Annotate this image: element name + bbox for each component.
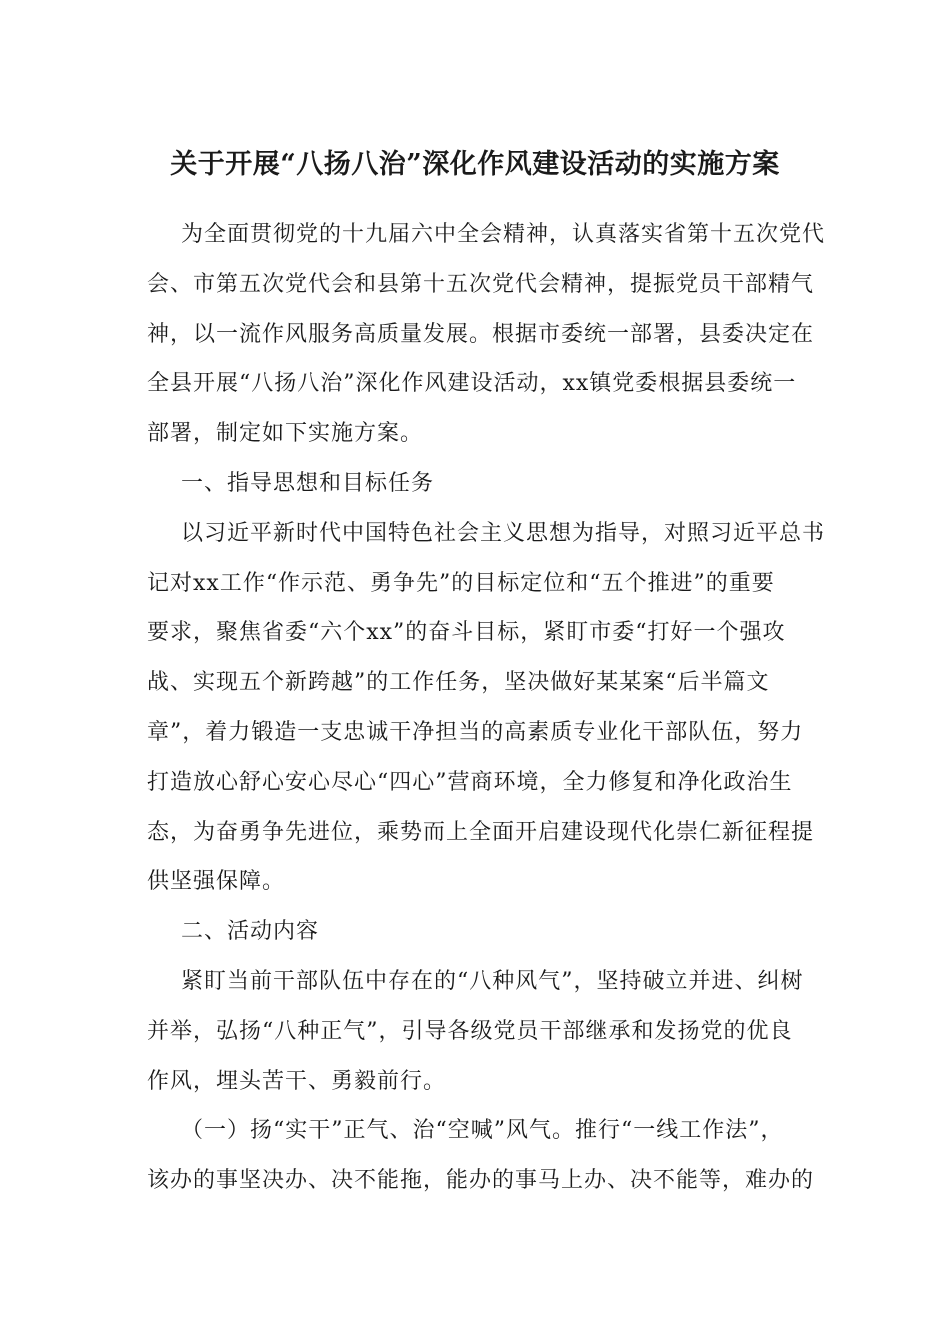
text-line: 打造放心舒心安心尽心“四心”营商环境，全力修复和净化政治生	[147, 769, 793, 795]
text-line: 会、市第五次党代会和县第十五次党代会精神，提振党员干部精气	[147, 271, 815, 297]
text-line: 并举，弘扬“八种正气”，引导各级党员干部继承和发扬党的优良	[147, 1018, 793, 1044]
text-line: 要求，聚焦省委“六个xx”的奋斗目标，紧盯市委“打好一个强攻	[147, 620, 786, 646]
text-line: 作风，埋头苦干、勇毅前行。	[147, 1068, 447, 1094]
text-line: 神，以一流作风服务高质量发展。根据市委统一部署，县委决定在	[147, 321, 815, 347]
text-line: 战、实现五个新跨越”的工作任务，坚决做好某某案“后半篇文	[147, 670, 770, 696]
text-line: 该办的事坚决办、决不能拖，能办的事马上办、决不能等，难办的	[147, 1168, 815, 1194]
text-line: 供坚强保障。	[147, 869, 286, 895]
text-line: 紧盯当前干部队伍中存在的“八种风气”，坚持破立并进、纠树	[181, 968, 804, 994]
text-line: 章”，着力锻造一支忠诚干净担当的高素质专业化干部队伍，努力	[147, 719, 804, 745]
text-line: 二、活动内容	[181, 919, 320, 945]
text-line: 一、指导思想和目标任务	[181, 470, 435, 496]
text-line: 以习近平新时代中国特色社会主义思想为指导，对照习近平总书	[181, 520, 826, 546]
document-body	[147, 210, 826, 1206]
text-line: 记对xx工作“作示范、勇争先”的目标定位和“五个推进”的重要	[147, 570, 775, 596]
text-line: （一）扬“实干”正气、治“空喊”风气。推行“一线工作法”，	[181, 1118, 784, 1144]
text-line: 态，为奋勇争先进位，乘势而上全面开启建设现代化崇仁新征程提	[147, 819, 815, 845]
text-line: 全县开展“八扬八治”深化作风建设活动，xx镇党委根据县委统一	[147, 371, 797, 397]
document-title: 关于开展“八扬八治”深化作风建设活动的实施方案	[170, 149, 780, 180]
text-line: 为全面贯彻党的十九届六中全会精神，认真落实省第十五次党代	[181, 222, 826, 247]
text-line: 部署，制定如下实施方案。	[147, 421, 424, 447]
